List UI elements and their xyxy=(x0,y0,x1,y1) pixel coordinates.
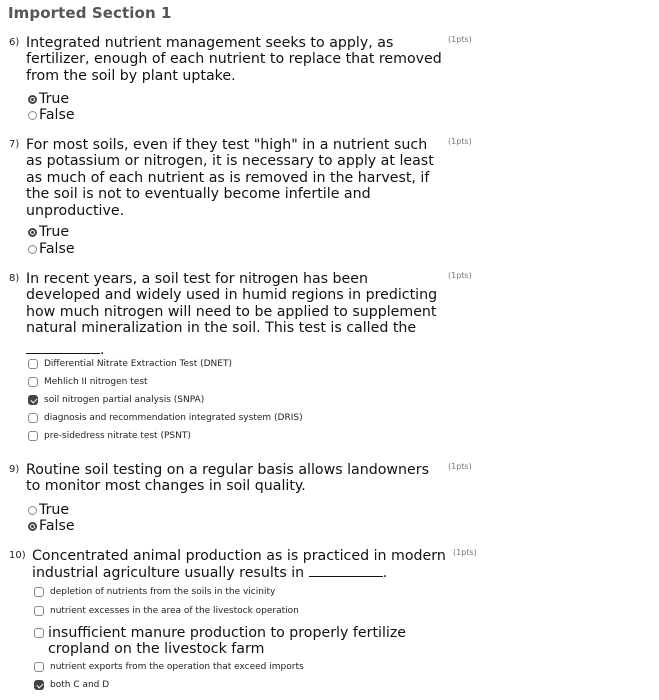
question-text: Routine soil testing on a regular basis allows landowners to monitor most changes in soil quality. xyxy=(26,462,429,495)
radio-option-false[interactable] xyxy=(28,241,75,257)
checkbox-unchecked-icon[interactable] xyxy=(28,413,38,423)
checkbox-unchecked-icon[interactable] xyxy=(34,587,44,597)
option-label: False xyxy=(39,241,75,257)
option-label: True xyxy=(39,502,70,518)
question-number: 8) xyxy=(9,273,20,284)
blank-suffix: . xyxy=(100,341,105,358)
radio-unselected-icon[interactable] xyxy=(28,245,37,254)
checkbox-option[interactable] xyxy=(28,395,204,405)
answer-blank xyxy=(26,341,100,354)
checkbox-option[interactable] xyxy=(34,625,428,657)
option-label: True xyxy=(39,224,70,240)
checkbox-checked-icon[interactable] xyxy=(34,680,44,690)
question-text: For most soils, even if they test "high" in a nutrient such as potassium or nitrogen, it is necessary to apply at least as much of each nutrient as is removed in the harvest, if the soil is not to eventually become infertile and unproductive. xyxy=(26,137,434,219)
checkbox-option[interactable] xyxy=(34,606,299,616)
checkbox-unchecked-icon[interactable] xyxy=(34,606,44,616)
radio-unselected-icon[interactable] xyxy=(28,506,37,515)
radio-option-false[interactable] xyxy=(28,107,75,123)
section-title: Imported Section 1 xyxy=(8,4,172,22)
question-number: 6) xyxy=(9,37,20,48)
question-text-body: Concentrated animal production as is practiced in modern industrial agriculture usually results in xyxy=(32,548,446,582)
question-number: 9) xyxy=(9,464,20,475)
option-label: True xyxy=(39,91,70,107)
question-number: 7) xyxy=(9,139,20,150)
checkbox-unchecked-icon[interactable] xyxy=(28,359,38,369)
checkbox-unchecked-icon[interactable] xyxy=(34,628,44,638)
option-label: False xyxy=(39,107,75,123)
checkbox-unchecked-icon[interactable] xyxy=(34,662,44,672)
blank-suffix: . xyxy=(382,565,388,582)
answer-blank xyxy=(309,564,383,577)
question-text-body: In recent years, a soil test for nitrogen has been developed and widely used in humid regions in predicting how much nitrogen will need to be applied to supplement natural mineralization in the soil. This test is called the xyxy=(26,271,438,337)
option-label: False xyxy=(39,518,75,534)
option-label: diagnosis and recommendation integrated system (DRIS) xyxy=(44,413,303,423)
checkbox-option[interactable] xyxy=(28,431,191,441)
option-label: insufficient manure production to properly fertilize cropland on the livestock farm xyxy=(48,625,407,657)
radio-selected-icon[interactable] xyxy=(28,228,37,237)
option-label: nutrient exports from the operation that exceed imports xyxy=(50,662,304,672)
radio-option-true[interactable] xyxy=(28,502,69,518)
option-label: depletion of nutrients from the soils in the vicinity xyxy=(50,587,276,597)
checkbox-unchecked-icon[interactable] xyxy=(28,377,38,387)
checkbox-option[interactable] xyxy=(28,377,148,387)
points-label: (1pts) xyxy=(453,548,477,557)
radio-unselected-icon[interactable] xyxy=(28,111,37,120)
question-text: Integrated nutrient management seeks to apply, as fertilizer, enough of each nutrient to replace that removed from the soil by plant uptake. xyxy=(26,35,442,84)
question-text xyxy=(26,271,444,358)
option-label: Differential Nitrate Extraction Test (DNET) xyxy=(44,359,232,369)
option-label: nutrient excesses in the area of the livestock operation xyxy=(50,606,299,616)
checkbox-option[interactable] xyxy=(34,662,304,672)
radio-selected-icon[interactable] xyxy=(28,522,37,531)
checkbox-option[interactable] xyxy=(28,359,232,369)
radio-option-true[interactable] xyxy=(28,91,69,107)
option-label: soil nitrogen partial analysis (SNPA) xyxy=(44,395,205,405)
question-number: 10) xyxy=(9,550,26,561)
checkbox-unchecked-icon[interactable] xyxy=(28,431,38,441)
checkbox-option[interactable] xyxy=(28,413,303,423)
option-label: both C and D xyxy=(50,680,110,690)
checkbox-checked-icon[interactable] xyxy=(28,395,38,405)
radio-option-false[interactable] xyxy=(28,518,75,534)
points-label: (1pts) xyxy=(448,35,472,44)
radio-selected-icon[interactable] xyxy=(28,95,37,104)
checkbox-option[interactable] xyxy=(34,680,109,690)
option-label: pre-sidedress nitrate test (PSNT) xyxy=(44,431,191,441)
points-label: (1pts) xyxy=(448,137,472,146)
points-label: (1pts) xyxy=(448,462,472,471)
points-label: (1pts) xyxy=(448,271,472,280)
option-label: Mehlich II nitrogen test xyxy=(44,377,148,387)
radio-option-true[interactable] xyxy=(28,224,69,240)
question-text xyxy=(32,548,452,582)
checkbox-option[interactable] xyxy=(34,587,275,597)
